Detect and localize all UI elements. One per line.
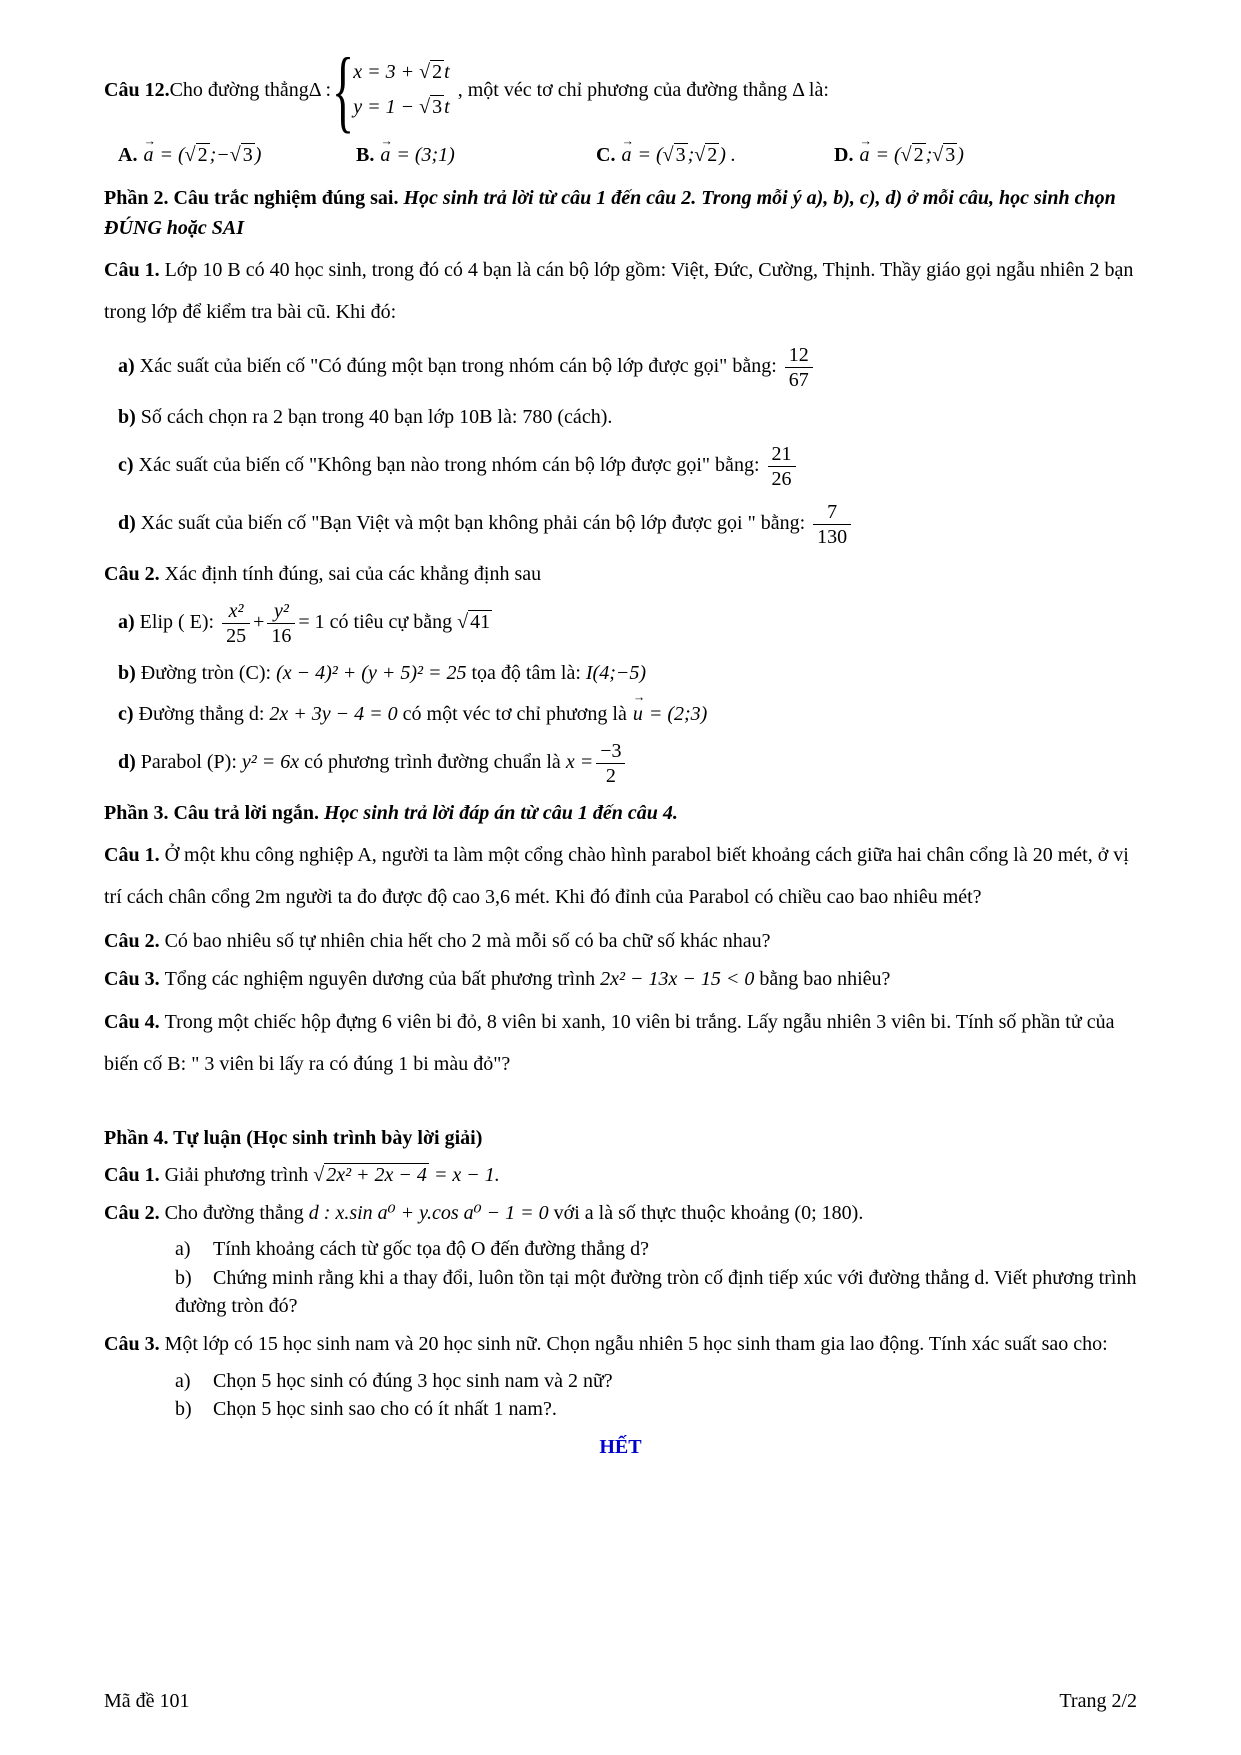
part2-q2-item-c: c) Đường thẳng d: 2x + 3y − 4 = 0 có một véc tơ chỉ phương là → u = (2;3): [104, 698, 1137, 730]
radical-icon: √: [932, 144, 944, 166]
part2-q2-item-b: b) Đường tròn (C): (x − 4)² + (y + 5)² = 25 tọa độ tâm là: I(4;−5): [118, 661, 647, 684]
part2-q2-item-a: a) Elip ( E): $\frac{\text{x²}}{25}$ + $\frac{\text{y²}}{16}$ = 1 có tiêu cự bằng √ 41: [118, 599, 491, 647]
part2-q2-item-d: d) Parabol (P): y² = 6x có phương trình đường chuẩn là x = $\frac{-3}{2}$: [104, 739, 1137, 788]
radical-icon: √: [419, 96, 431, 118]
part3-question-3: Câu 3. Tổng các nghiệm nguyên dương của bất phương trình 2x² − 13x − 15 < 0 bằng bao nhiêu?: [104, 967, 891, 990]
vector-a: → a: [380, 144, 390, 167]
question-12-tail: , một véc tơ chỉ phương của đường thẳng Δ là:: [457, 78, 829, 101]
radical-icon: √: [229, 144, 241, 166]
question-12-lead: Cho đường thẳng: [169, 78, 309, 101]
radical-icon: √: [662, 144, 674, 166]
radical-icon: √: [900, 144, 912, 166]
question-12-statement: [104, 39, 1137, 141]
radical-icon: √: [457, 610, 469, 633]
radical-icon: √: [694, 144, 706, 166]
part4-q3-item-a: a) Chọn 5 học sinh có đúng 3 học sinh nam và 2 nữ?: [175, 1369, 613, 1392]
part2-question-1: Câu 1. Lớp 10 B có 40 học sinh, trong đó có 4 bạn là cán bộ lớp gồm: Việt, Đức, Cường, Thịnh. Thầy giáo gọi ngẫu nhiên 2 bạn trong lớp để kiểm tra bài cũ. Khi đó:: [104, 259, 1134, 324]
part3-question-4: Câu 4. Trong một chiếc hộp đựng 6 viên bi đỏ, 8 viên bi xanh, 10 viên bi trắng. Lấy ngẫu nhiên 3 viên bi. Tính số phần tử của biến cố B: " 3 viên bi lấy ra có đúng 1 bi màu đỏ"?: [104, 1010, 1115, 1075]
part4-question-2: Câu 2. Cho đường thẳng d : x.sin a⁰ + y.cos a⁰ − 1 = 0 với a là số thực thuộc khoảng (0; 180).: [104, 1202, 864, 1225]
fraction: $\frac{\text{y²}}{16}$: [267, 599, 295, 648]
option-B: B. → a = (3;1): [356, 144, 596, 167]
equation-row-1: x = 3 + √ 2 t: [353, 61, 450, 83]
equation-row-2: y = 1 − √ 3 t: [353, 96, 450, 118]
fraction: $\frac{12}{67}$: [785, 343, 813, 392]
part4-q2-item-a: a) Tính khoảng cách từ gốc tọa độ O đến đường thẳng d?: [175, 1238, 650, 1261]
part-3: [104, 798, 1137, 1086]
equation-system: [332, 39, 450, 141]
page-number: Trang 2/2: [1059, 1690, 1137, 1712]
exam-code: Mã đề 101: [104, 1690, 190, 1712]
part2-q1-item-a: a) Xác suất của biến cố "Có đúng một bạn trong nhóm cán bộ lớp được gọi" bằng: $\frac{12}{67}$: [104, 343, 1137, 392]
end-marker: HẾT: [599, 1435, 642, 1458]
part-4: [104, 1123, 1137, 1461]
part3-question-2: Câu 2. Có bao nhiêu số tự nhiên chia hết cho 2 mà mỗi số có ba chữ số khác nhau?: [104, 929, 771, 952]
part4-q3-item-b: b) Chọn 5 học sinh sao cho có ít nhất 1 nam?.: [175, 1398, 557, 1421]
part-4-heading: Phần 4. Tự luận (Học sinh trình bày lời giải): [104, 1127, 483, 1150]
fraction: $\frac{\text{x²}}{25}$: [222, 599, 250, 648]
radical-icon: √: [184, 144, 196, 166]
part2-q1-item-d: d) Xác suất của biến cố "Bạn Việt và một bạn không phải cán bộ lớp được gọi " bằng: $\frac{7}{130}$: [104, 500, 1137, 549]
part-2-heading: Phần 2. Câu trắc nghiệm đúng sai. Học sinh trả lời từ câu 1 đến câu 2. Trong mỗi ý a), b), c), d) ở mỗi câu, học sinh chọn ĐÚNG hoặc SAI: [104, 187, 1116, 239]
part2-q1-item-c: c) Xác suất của biến cố "Không bạn nào trong nhóm cán bộ lớp được gọi" bằng: $\frac{21}{26}$: [104, 442, 1137, 491]
vector-a: → a: [143, 144, 153, 167]
part4-question-3: Câu 3. Một lớp có 15 học sinh nam và 20 học sinh nữ. Chọn ngẫu nhiên 5 học sinh tham gia lao động. Tính xác suất sao cho:: [104, 1332, 1108, 1355]
option-A: A. → a = (√ 2 ;−√ 3 ): [118, 144, 356, 167]
radical-icon: √: [313, 1164, 325, 1187]
radical-icon: √: [419, 61, 431, 83]
fraction: $\frac{21}{26}$: [768, 442, 796, 491]
question-12: [104, 39, 1137, 167]
fraction: $\frac{7}{130}$: [813, 500, 851, 549]
answer-options: [104, 144, 1137, 167]
vector-a: → a: [859, 144, 869, 167]
question-12-label: Câu 12.: [104, 78, 170, 101]
option-C: C. → a = (√ 3 ;√ 2 ) .: [596, 144, 834, 167]
delta-symbol: Δ :: [308, 78, 332, 101]
part2-question-2: Câu 2. Xác định tính đúng, sai của các khẳng định sau: [104, 562, 542, 585]
vector-u: → u: [633, 698, 643, 730]
left-brace-icon: {: [332, 39, 355, 141]
equation-rows: [353, 61, 449, 119]
part4-q2-item-b: b) Chứng minh rằng khi a thay đổi, luôn tồn tại một đường tròn cố định tiếp xúc với đường thẳng d. Viết phương trình đường tròn đó?: [175, 1266, 1137, 1318]
part2-q1-item-b: b) Số cách chọn ra 2 bạn trong 40 bạn lớp 10B là: 780 (cách).: [118, 405, 613, 428]
fraction: $\frac{-3}{2}$: [596, 739, 625, 788]
part4-question-1: Câu 1. Giải phương trình √ 2x² + 2x − 4 = x − 1.: [104, 1164, 500, 1187]
part-2: [104, 183, 1137, 788]
part-3-heading: Phần 3. Câu trả lời ngắn. Học sinh trả lời đáp án từ câu 1 đến câu 4.: [104, 801, 678, 824]
part3-question-1: Câu 1. Ở một khu công nghiệp A, người ta làm một cổng chào hình parabol biết khoảng cách giữa hai chân cổng là 20 mét, ở vị trí cách chân cổng 2m người ta đo được độ cao 3,6 mét. Khi đó đỉnh của Parabol có chiều cao bao nhiêu mét?: [104, 843, 1129, 909]
page-footer: [104, 1687, 1137, 1715]
option-D: D. → a = (√ 2 ;√ 3 ): [834, 144, 1137, 167]
vector-a: → a: [621, 144, 631, 167]
